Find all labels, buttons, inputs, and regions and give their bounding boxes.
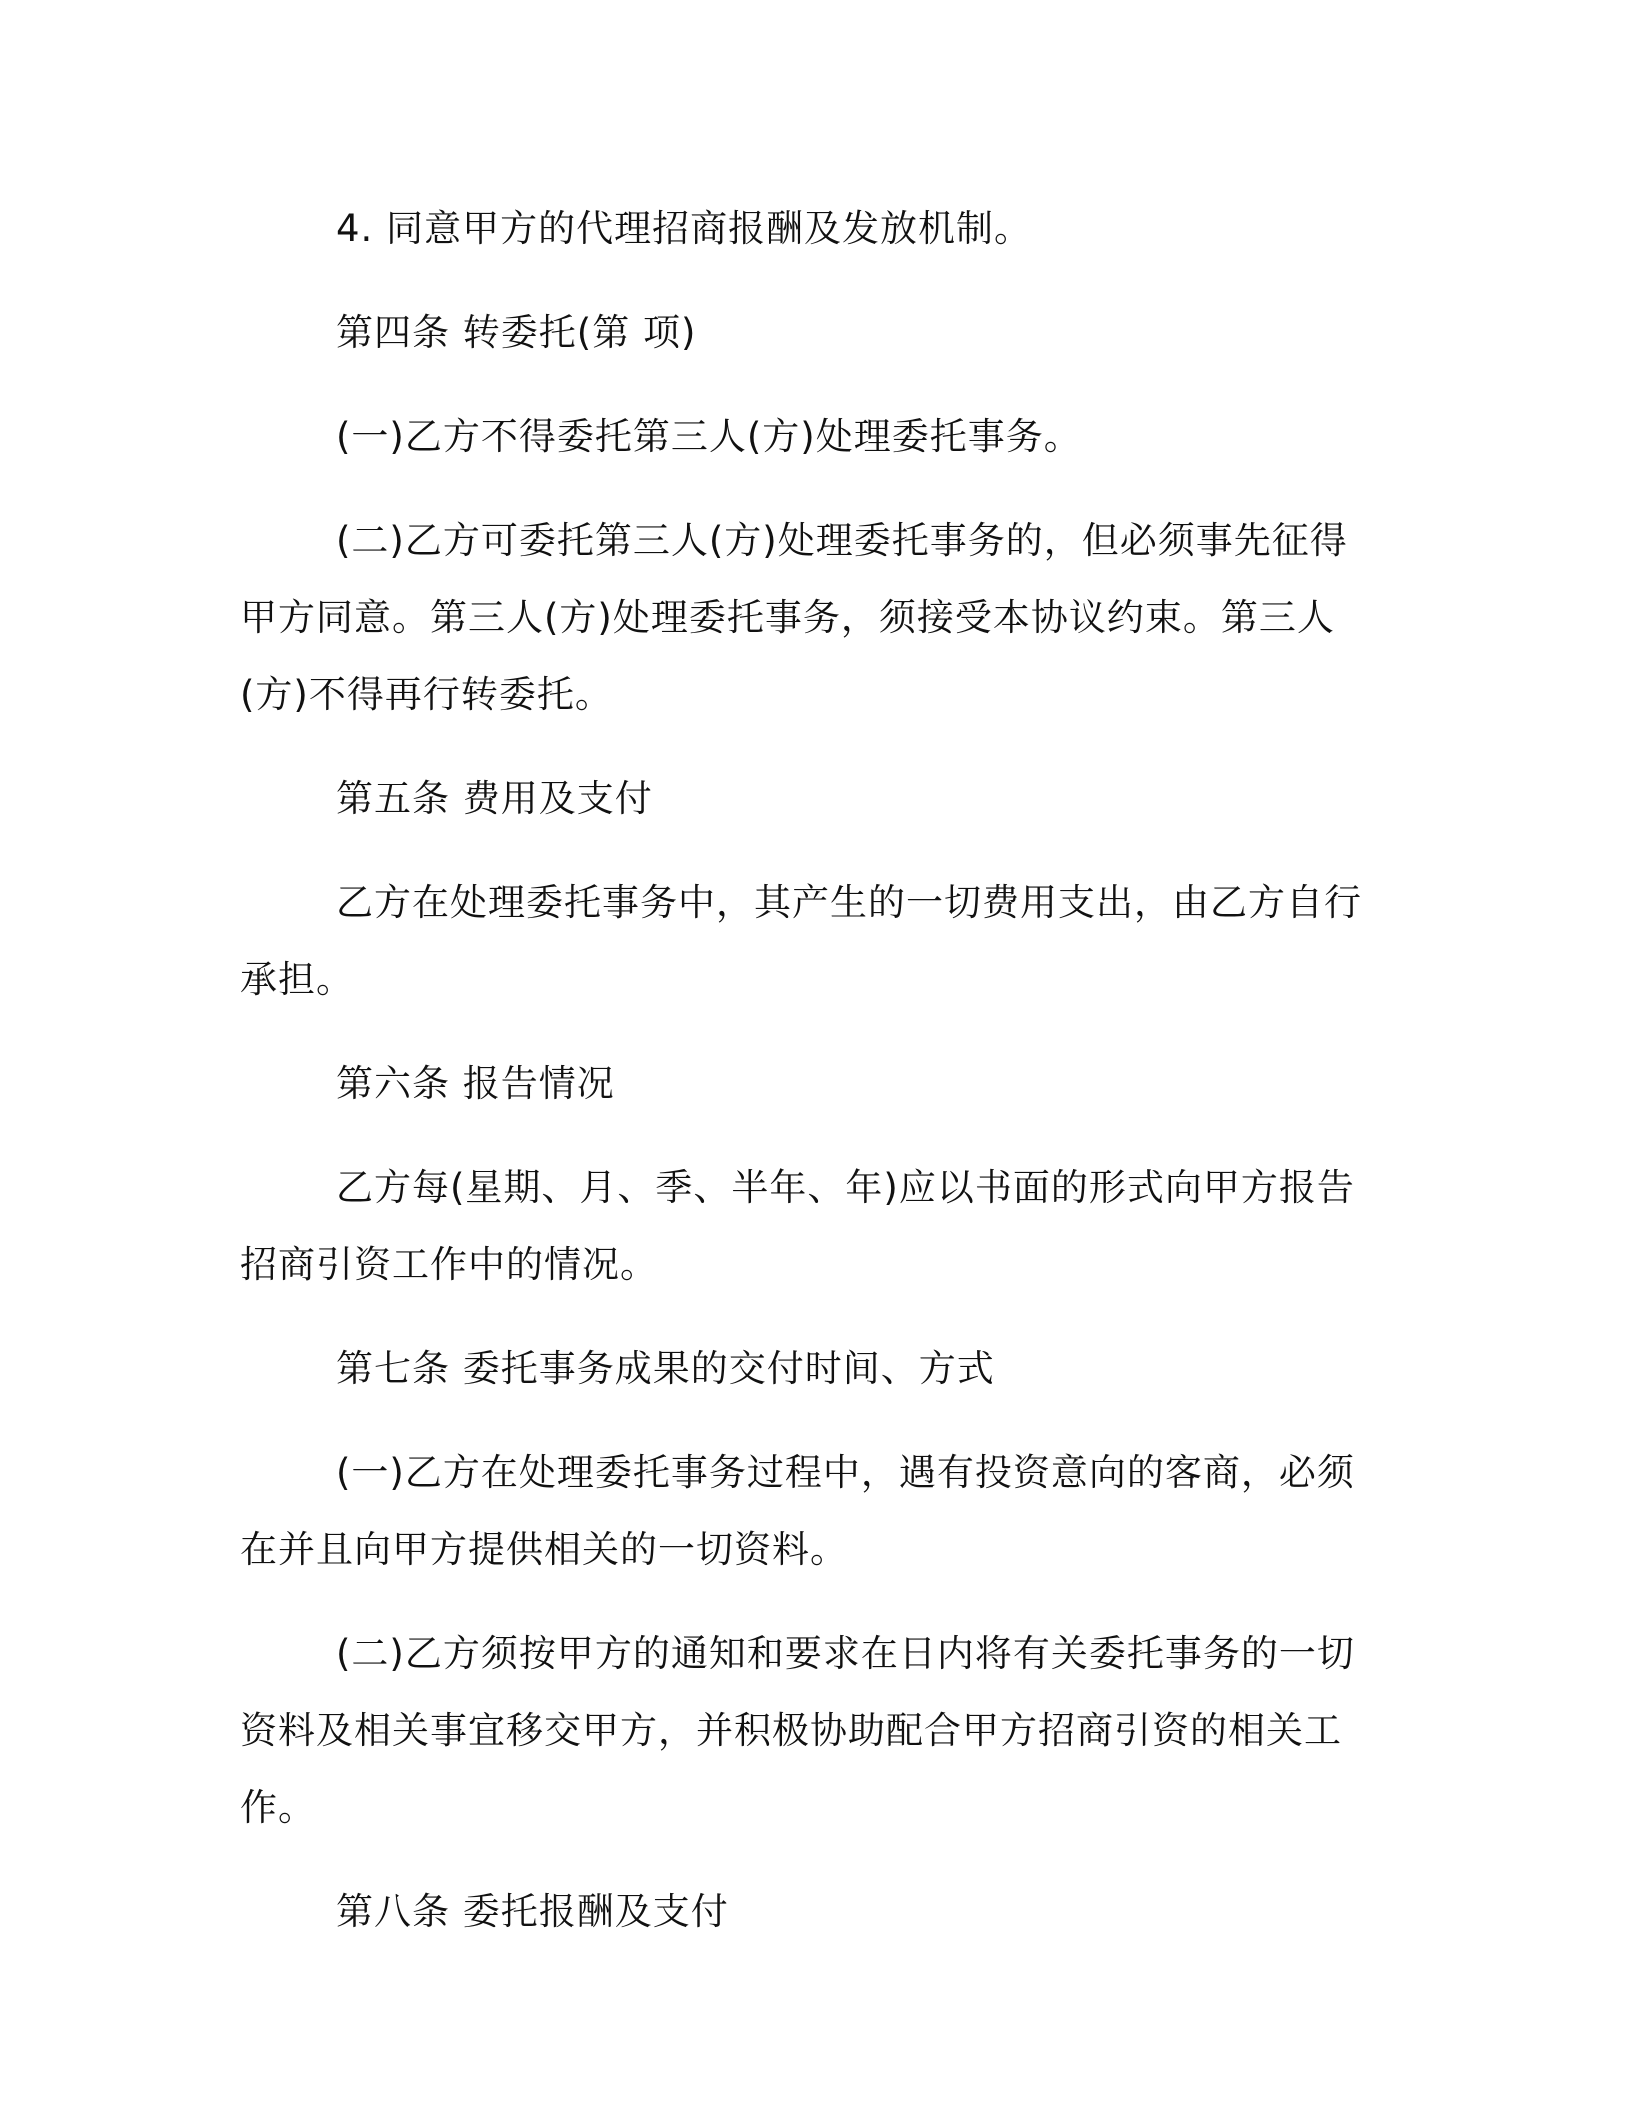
article-7-item-1: (一)乙方在处理委托事务过程中，遇有投资意向的客商，必须在并且向甲方提供相关的一切资料。 [240,1451,1355,1571]
article-5-body: 乙方在处理委托事务中，其产生的一切费用支出，由乙方自行承担。 [240,881,1362,1001]
article-6-heading: 第六条 报告情况 [336,1062,615,1105]
article-5-heading: 第五条 费用及支付 [336,777,653,820]
article-4-item-2: (二)乙方可委托第三人(方)处理委托事务的，但必须事先征得甲方同意。第三人(方)处理委托事务，须接受本协议约束。第三人(方)不得再行转委托。 [240,519,1348,716]
document-page [240,190,1380,1977]
article-4-heading: 第四条 转委托(第 项) [336,311,697,354]
clause-item-4: 4. 同意甲方的代理招商报酬及发放机制。 [336,207,1033,250]
article-7-item-2: (二)乙方须按甲方的通知和要求在日内将有关委托事务的一切资料及相关事宜移交甲方，并积极协助配合甲方招商引资的相关工作。 [240,1632,1355,1829]
article-4-item-1: (一)乙方不得委托第三人(方)处理委托事务。 [336,415,1082,458]
article-7-heading: 第七条 委托事务成果的交付时间、方式 [336,1347,995,1390]
article-6-body: 乙方每(星期、月、季、半年、年)应以书面的形式向甲方报告招商引资工作中的情况。 [240,1166,1355,1286]
article-8-heading: 第八条 委托报酬及支付 [336,1890,729,1933]
